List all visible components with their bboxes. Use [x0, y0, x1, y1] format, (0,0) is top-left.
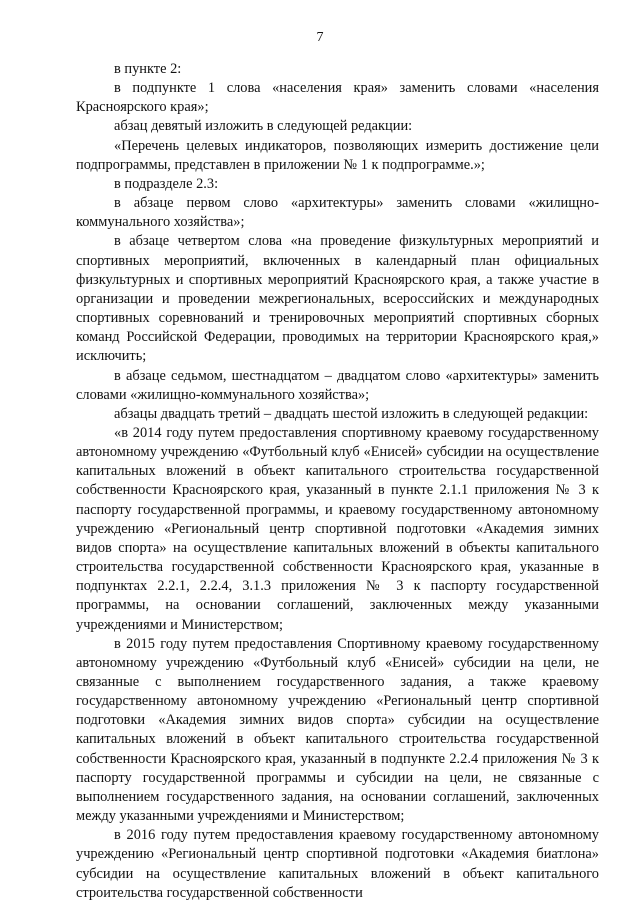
- paragraph: в абзаце первом слово «архитектуры» заменить словами «жилищно-коммунального хозяйства»;: [76, 195, 599, 231]
- document-body: [76, 60, 599, 903]
- paragraph: в абзаце седьмом, шестнадцатом – двадцатом слово «архитектуры» заменить словами «жилищно-коммунального хозяйства»;: [76, 367, 599, 403]
- paragraph: в подразделе 2.3:: [114, 175, 219, 192]
- paragraph: в подпункте 1 слова «населения края» заменить словами «населения Красноярского края»;: [76, 80, 599, 116]
- paragraph: в пункте 2:: [114, 61, 182, 77]
- paragraph: в абзаце четвертом слова «на проведение физкультурных мероприятий и спортивных мероприятий, включенных в календарный план официальных физкультурных и спортивных мероприятий Красноярского края, а также участие в организации и проведении межрегиональных, всероссийских и международных спортивных соревнований и тренировочных мероприятий спортивных сборных команд Российской Федерации, проводимых на территории Красноярского края,» исключить;: [76, 233, 599, 365]
- paragraph: в 2016 году путем предоставления краевому государственному автономному учреждению «Региональный центр спортивной подготовки «Академия биатлона» субсидии на осуществление капитальных вложений в объект капитального строительства государственной собственности: [76, 827, 599, 901]
- paragraph: абзацы двадцать третий – двадцать шестой изложить в следующей редакции:: [114, 405, 589, 422]
- paragraph: «Перечень целевых индикаторов, позволяющих измерить достижение цели подпрограммы, представлен в приложении № 1 к подпрограмме.»;: [76, 137, 599, 173]
- paragraph: «в 2014 году путем предоставления спортивному краевому государственному автономному учреждению «Футбольный клуб «Енисей» субсидии на осуществление капитальных вложений в объект капитального строительства государственной собственности Красноярского края, указанный в пункте 2.1.1 приложения № 3 к паспорту государственной программы, и краевому государственному автономному учреждению «Региональный центр спортивной подготовки «Академия зимних видов спорта» на осуществление капитальных вложений в объекты капитального строительства государственной собственности Красноярского края, указанные в подпунктах 2.2.1, 2.2.4, 3.1.3 приложения № 3 к паспорту государственной программы, на основании соглашений, заключенных между указанными учреждениями и Министерством;: [76, 424, 599, 633]
- paragraph: в 2015 году путем предоставления Спортивному краевому государственному автономному учреждению «Футбольный клуб «Енисей» субсидии на цели, не связанные с выполнением государственного задания, а также краевому государственному автономному учреждению «Региональный центр спортивной подготовки «Академия зимних видов спорта» субсидии на осуществление капитальных вложений в объект капитального строительства государственной собственности Красноярского края, указанный в подпункте 2.2.4 приложения № 3 к паспорту государственной программы и субсидии на цели, не связанные с выполнением государственного задания, на основании соглашений, заключенных между указанными учреждениями и Министерством;: [76, 635, 599, 825]
- paragraph: абзац девятый изложить в следующей редакции:: [114, 118, 413, 135]
- page-number: 7: [316, 30, 324, 45]
